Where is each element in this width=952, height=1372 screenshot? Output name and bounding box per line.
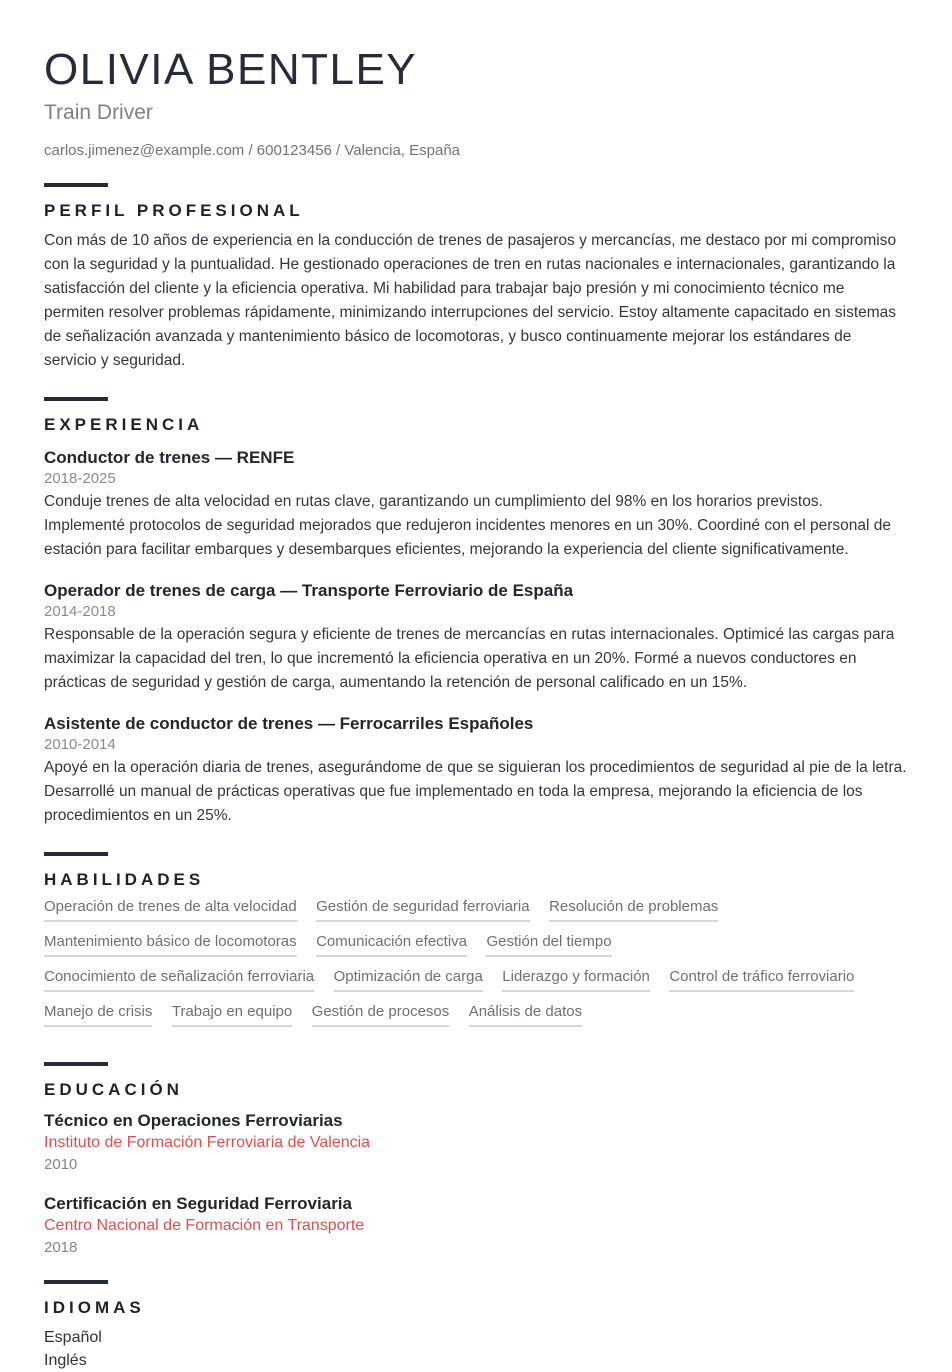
job-dates: 2010-2014 xyxy=(44,736,116,754)
job-description: Apoyé en la operación diaria de trenes, asegurándome de que se siguieran los procedimientos de seguridad al pie de la letra. Desarrollé un manual de prácticas operativas que fue implementado en toda la empresa, mejorando la eficiencia de los procedimientos en un 25%. xyxy=(44,759,907,825)
education-entry xyxy=(44,1110,908,1173)
job-title: Conductor de trenes — RENFE xyxy=(44,448,295,468)
skill-chip: Conocimiento de señalización ferroviaria xyxy=(44,968,314,992)
job-entry xyxy=(44,580,908,695)
language-item: Inglés xyxy=(44,1352,87,1370)
education-degree: Técnico en Operaciones Ferroviarias xyxy=(44,1111,343,1131)
section-profile xyxy=(44,183,908,373)
skill-chip: Manejo de crisis xyxy=(44,1003,152,1027)
job-dates: 2014-2018 xyxy=(44,603,116,621)
profile-text: Con más de 10 años de experiencia en la conducción de trenes de pasajeros y mercancías, me destaco por mi compromiso con la seguridad y la puntualidad. He gestionado operaciones de tren en rutas nacionales e internacionales, garantizando la satisfacción del cliente y la eficiencia operativa. Mi habilidad para trabajar bajo presión y mi conocimiento técnico me permiten resolver problemas rápidamente, minimizando interrupciones del servicio. Estoy altamente capacitado en sistemas de señalización avanzada y mantenimiento básico de locomotoras, y busco continuamente mejorar los estándares de servicio y seguridad. xyxy=(44,232,897,370)
section-heading-profile: PERFIL PROFESIONAL xyxy=(44,201,304,221)
section-heading-languages: IDIOMAS xyxy=(44,1298,145,1318)
section-heading-education: EDUCACIÓN xyxy=(44,1080,183,1100)
job-dates: 2018-2025 xyxy=(44,470,116,488)
skill-chip: Liderazgo y formación xyxy=(502,968,650,992)
section-skills xyxy=(44,852,908,1038)
job-entry xyxy=(44,713,908,828)
language-item: Español xyxy=(44,1329,102,1347)
education-degree: Certificación en Seguridad Ferroviaria xyxy=(44,1194,352,1214)
skill-chip: Resolución de problemas xyxy=(549,898,718,922)
education-institution: Instituto de Formación Ferroviaria de Valencia xyxy=(44,1134,371,1152)
job-description: Conduje trenes de alta velocidad en rutas clave, garantizando un cumplimiento del 98% en los horarios previstos. Implementé protocolos de seguridad mejorados que redujeron incidentes menores en un 30%. Coordiné con el personal de estación para facilitar embarques y desembarques eficientes, mejorando la experiencia del cliente significativamente. xyxy=(44,493,891,559)
section-heading-experience: EXPERIENCIA xyxy=(44,415,204,435)
skill-chip: Trabajo en equipo xyxy=(172,1003,292,1027)
education-entry xyxy=(44,1193,908,1256)
skill-chip: Comunicación efectiva xyxy=(316,933,467,957)
skill-chip: Optimización de carga xyxy=(334,968,483,992)
skills-list xyxy=(44,898,908,1038)
skill-chip: Gestión del tiempo xyxy=(486,933,611,957)
section-divider-bar xyxy=(44,1280,108,1284)
education-year: 2010 xyxy=(44,1156,78,1174)
section-education xyxy=(44,1062,908,1256)
candidate-name: OLIVIA BENTLEY xyxy=(44,45,418,94)
job-description: Responsable de la operación segura y eficiente de trenes de mercancías en rutas internacionales. Optimicé las cargas para maximizar la capacidad del tren, lo que incrementó la eficiencia operativa en un 20%. Formé a nuevos conductores en prácticas de seguridad y gestión de carga, aumentando la retención de personal calificado en un 15%. xyxy=(44,626,895,692)
skill-chip: Mantenimiento básico de locomotoras xyxy=(44,933,297,957)
skill-chip: Análisis de datos xyxy=(469,1003,582,1027)
education-institution: Centro Nacional de Formación en Transporte xyxy=(44,1217,365,1235)
section-heading-skills: HABILIDADES xyxy=(44,870,205,890)
section-divider-bar xyxy=(44,183,108,187)
section-divider-bar xyxy=(44,852,108,856)
education-year: 2018 xyxy=(44,1239,78,1257)
skill-chip: Gestión de seguridad ferroviaria xyxy=(316,898,529,922)
section-languages xyxy=(44,1280,908,1372)
skill-chip: Gestión de procesos xyxy=(312,1003,450,1027)
candidate-job-title: Train Driver xyxy=(44,101,153,125)
skill-chip: Control de tráfico ferroviario xyxy=(669,968,854,992)
job-entry xyxy=(44,447,908,562)
job-title: Operador de trenes de carga — Transporte Ferroviario de España xyxy=(44,581,574,601)
skill-chip: Operación de trenes de alta velocidad xyxy=(44,898,297,922)
section-divider-bar xyxy=(44,1062,108,1066)
section-divider-bar xyxy=(44,397,108,401)
resume-header xyxy=(44,46,908,159)
contact-line: carlos.jimenez@example.com / 600123456 / Valencia, España xyxy=(44,142,461,160)
section-experience xyxy=(44,397,908,828)
job-title: Asistente de conductor de trenes — Ferrocarriles Españoles xyxy=(44,714,534,734)
